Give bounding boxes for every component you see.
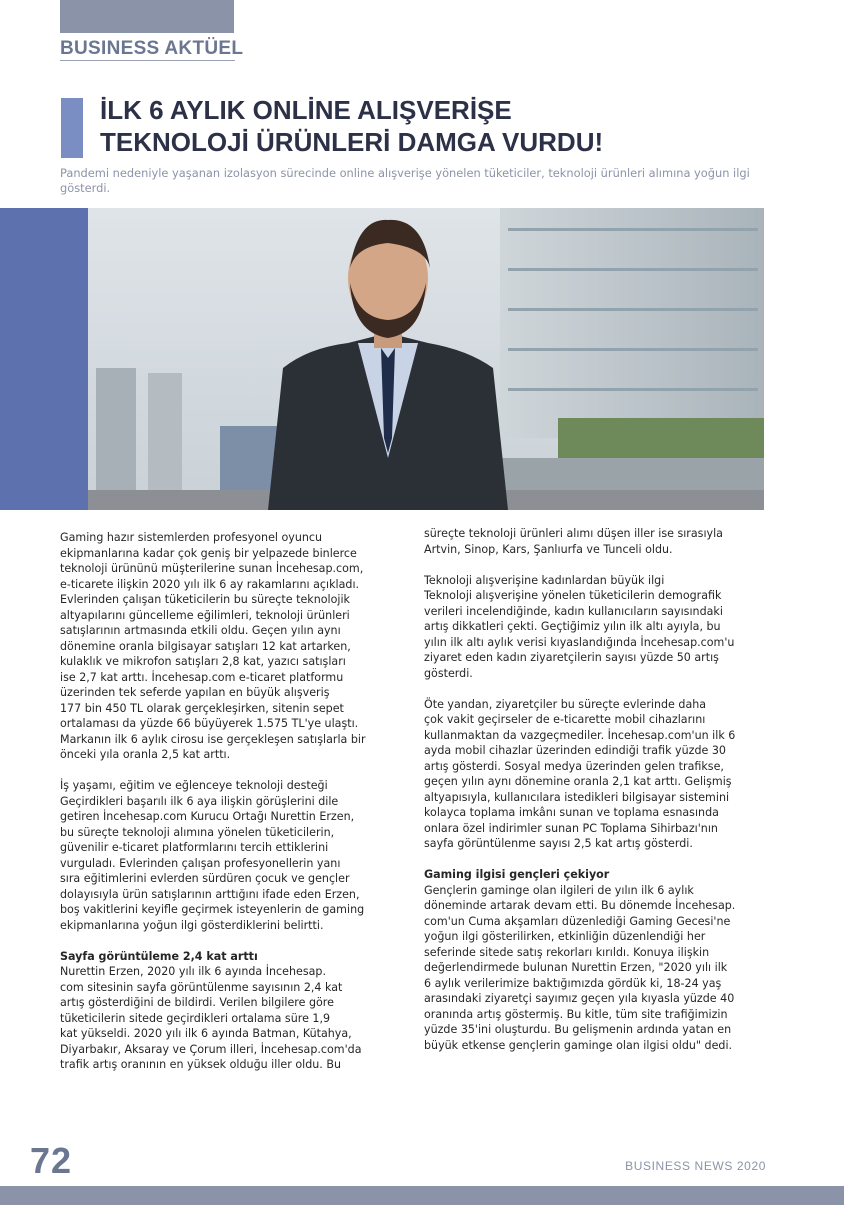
article-headline [100,94,603,158]
body-paragraph: Gençlerin gaminge olan ilgileri de yılın ilk 6 aylık döneminde artarak devam etti. Bu dönemde İncehesap. com'un Cuma akşamları düzenlediği Gaming Gecesi'ne yoğun ilgi gösterilirken, etkinliğin düzenlendiği her seferinde sitede satış rekorları kırıldı. Konuya ilişkin değerlendirmede bulunan Nurettin Erzen, "2020 yılı ilk 6 aylık verilerimize baktığımızda gördük ki, 18-24 yaş arasındaki ziyaretçi sayımız geçen yıla kıyasla yüzde 40 oranında artış göstermiş. Bu kitle, tüm site trafiğimizin yüzde 35'ini oluşturdu. Bu gelişmenin ardında yatan en büyük etkense gençlerin gaminge olan ilgisi oldu" dedi. [424,883,736,1052]
section-divider [60,60,235,61]
headline-line-1: İLK 6 AYLIK ONLİNE ALIŞVERİŞE [100,95,512,125]
body-paragraph: süreçte teknoloji ürünleri alımı düşen iller ise sırasıyla Artvin, Sinop, Kars, Şanlıurfa ve Tunceli oldu. [424,527,723,556]
body-paragraph: Gaming hazır sistemlerden profesyonel oyuncu ekipmanlarına kadar çok geniş bir yelpazede binlerce teknoloji ürününü müşterilerine sunan İncehesap.com, e-ticarete ilişkin 2020 yılı ilk 6 ay rakamlarını açıkladı. Evlerinden çalışan tüketicilerin bu süreçte teknolojik altyapılarını güncelleme eğilimleri, teknoloji ürünleri satışlarının artmasında etkili oldu. Geçen yılın aynı dönemine oranla bilgisayar satışları 12 kat artarken, kulaklık ve mikrofon satışları 2,8 kat, yazıcı satışları ise 2,7 kat arttı. İncehesap.com e-ticaret platformu üzerinden tek seferde yapılan en büyük alışveriş 177 bin 450 TL olarak gerçekleşirken, sitenin sepet ortalaması da yüzde 66 büyüyerek 1.575 TL'ye ulaştı. Markanın ilk 6 aylık cirosu ise gerçekleşen satışlarla bir önceki yıla oranla 2,5 kat arttı. [60,531,366,761]
top-accent-bar [60,0,234,33]
body-paragraph: İş yaşamı, eğitim ve eğlenceye teknoloji desteği Geçirdikleri başarılı ilk 6 aya ilişkin görüşlerini dile getiren İncehesap.com Kurucu Ortağı Nurettin Erzen, bu süreçte teknoloji alımına yönelen tüketicilerin, güvenilir e-ticaret platformlarını tercih ettiklerini vurguladı. Evlerinden çalışan profesyonellerin yanı sıra eğitimlerini evlerden sürdüren çocuk ve gençler dolayısıyla ürün satışlarının arttığını ifade eden Erzen, boş vakitlerini keyifle geçirmek isteyenlerin de gaming ekipmanlarına yoğun ilgi gösterdiklerini belirtti. [60,779,365,932]
portrait-photo [88,208,764,510]
body-paragraph: Nurettin Erzen, 2020 yılı ilk 6 ayında İncehesap. com sitesinin sayfa görüntülenme sayısının 2,4 kat artış gösterdiğini de bildirdi. Verilen bilgilere göre tüketicilerin sitede geçirdikleri ortalama süre 1,9 kat yükseldi. 2020 yılı ilk 6 ayında Batman, Kütahya, Diyarbakır, Aksaray ve Çorum illeri, İncehesap.com'da trafik artış oranının en yüksek olduğu iller oldu. Bu [60,965,362,1071]
body-paragraph: Teknoloji alışverişine kadınlardan büyük ilgi Teknoloji alışverişine yönelen tüketicilerin demografik verileri incelendiğinde, kadın kullanıcıların sayısındaki artış dikkatleri çekti. Geçtiğimiz yılın ilk altı ayıyla, bu yılın ilk altı aylık verisi kıyaslandığında İncehesap.com'u ziyaret eden kadın ziyaretçilerin sayısı yüzde 50 artış gösterdi. [424,573,735,680]
page-number: 72 [30,1140,73,1181]
left-column [60,530,400,1088]
headline-accent-bar [61,98,83,158]
subheading: Sayfa görüntüleme 2,4 kat arttı [60,949,258,963]
headline-line-2: TEKNOLOJİ ÜRÜNLERİ DAMGA VURDU! [100,127,604,157]
body-paragraph: Öte yandan, ziyaretçiler bu süreçte evlerinde daha çok vakit geçirseler de e-ticarette mobil cihazlarını kullanmaktan da vazgeçmediler. İncehesap.com'un ilk 6 ayda mobil cihazlar üzerinden edindiği trafik yüzde 30 artış gösterdi. Sosyal medya üzerinden gelen trafikse, geçen yılın aynı dönemine oranla 2,1 kat arttı. Gelişmiş altyapısıyla, kullanıcılara istedikleri bilgisayar sistemini kolayca toplama imkânı sunan ve toplama esnasında onlara özel indirimler sunan PC Toplama Sihirbazı'nın sayfa görüntülenme sayısı 2,5 kat artış gösterdi. [424,697,736,850]
publication-label: BUSINESS NEWS 2020 [625,1159,766,1173]
bottom-accent-bar [0,1186,844,1205]
subheading: Gaming ilgisi gençleri çekiyor [424,868,610,881]
photo-side-band [0,208,88,510]
section-label: BUSINESS AKTÜEL [60,38,244,59]
article-subtitle: Pandemi nedeniyle yaşanan izolasyon sürecinde online alışverişe yönelen tüketiciler, teknoloji ürünleri alımına yoğun ilgi gösterdi. [60,166,750,195]
right-column [424,527,769,1069]
